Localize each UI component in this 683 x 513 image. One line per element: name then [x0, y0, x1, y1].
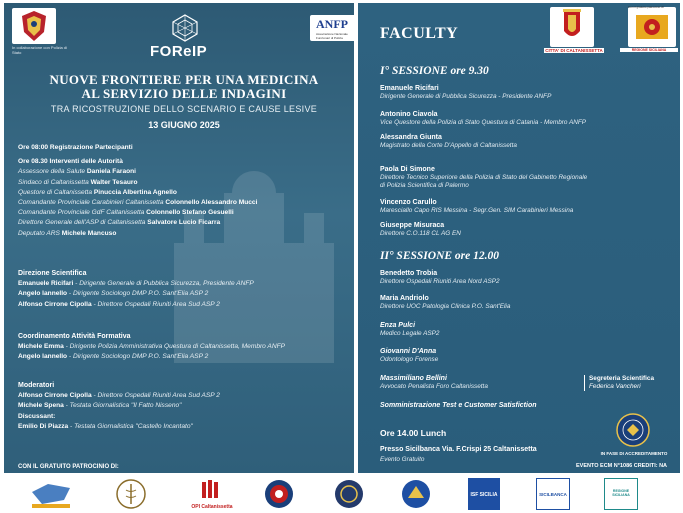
- program-line: Questore di Caltanissetta Pinuccia Albertina Agnello: [18, 188, 177, 196]
- main-title: [24, 73, 344, 101]
- section-heading: Coordinamento Attività Formativa: [18, 333, 131, 340]
- somministrazione-note: Somministrazione Test e Customer Satisfiction: [380, 402, 537, 409]
- police-caption: In collaborazione con Polizia di Stato: [12, 45, 67, 55]
- direzione-scientifica: [18, 269, 354, 310]
- faculty-item: Emanuele Ricifari Dirigente Generale di Pubblica Sicurezza - Presidente ANFP: [380, 85, 552, 100]
- program-line: Assessore della Salute Daniela Faraoni: [18, 168, 137, 176]
- lunch-place: Presso Sicilbanca Via. F.Crispi 25 Caltanissetta: [380, 446, 537, 453]
- accreditamento-label: IN FASE DI ACCREDITAMENTO: [600, 451, 668, 456]
- anfp-sub: Associazione Nazionale Funzionari di Polizia: [316, 32, 348, 40]
- title-line-2: AL SERVIZIO DELLE INDAGINI: [81, 86, 287, 101]
- moderatori: [18, 381, 354, 432]
- session-1-heading: I° SESSIONE ore 9.30: [380, 65, 489, 77]
- left-panel: [4, 3, 354, 473]
- sponsor-logo-strip: [0, 474, 683, 513]
- regione-siciliana-logo: [604, 478, 638, 510]
- anfp-name: ANFP: [316, 17, 348, 31]
- isf-sicilia-logo: [468, 478, 500, 510]
- lunch-heading: Ore 14.00 Lunch: [380, 428, 447, 438]
- region-logo: [628, 7, 676, 47]
- session-2-heading: II° SESSIONE ore 12.00: [380, 250, 499, 262]
- accreditation-seal-icon: [616, 413, 650, 447]
- right-panel: [358, 3, 680, 473]
- discussant-heading: Discussant:: [18, 412, 56, 420]
- polizia-scientifica-logo: [400, 478, 432, 510]
- program-line: Sindaco di Caltanissetta Walter Tesauro: [18, 178, 138, 186]
- sicily-map-logo: [28, 478, 74, 510]
- opi-label: OPI Caltanissetta: [191, 504, 233, 510]
- program-list: [18, 143, 354, 239]
- region-caption: REGIONE SICILIANA: [620, 48, 678, 52]
- program-line: Deputato ARS Michele Mancuso: [18, 229, 117, 237]
- list-item: Michele Emma - Dirigente Polizia Amministrativa Questura di Caltanissetta, Membro ANFP: [18, 343, 286, 351]
- opi-logo: [190, 478, 234, 510]
- title-line-1: NUOVE FRONTIERE PER UNA MEDICINA: [49, 72, 319, 87]
- lunch-note: Evento Gratuito: [380, 456, 425, 463]
- list-item: Alfonso Cirrone Cipolla - Direttore Ospedali Riuniti Area Sud ASP 2: [18, 300, 220, 308]
- faculty-item: Alessandra Giunta Magistrato della Corte D'Appello di Caltanissetta: [380, 134, 517, 149]
- faculty-item: Enza Pulci Medico Legale ASP2: [380, 322, 440, 337]
- patrocinio-label: CON IL GRATUITO PATROCINIO DI:: [18, 464, 119, 470]
- coordinamento: [18, 332, 354, 363]
- segreteria-scientifica: [584, 375, 654, 391]
- list-item: Michele Spena - Testata Giornalistica "Il Fatto Nisseno": [18, 402, 182, 410]
- faculty-item: Antonino Ciavola Vice Questore della Polizia di Stato Questura di Catania - Membro ANFP: [380, 111, 587, 126]
- isf-label: ISF SICILIA: [470, 492, 498, 498]
- segreteria-title: Segreteria Scientifica: [589, 375, 655, 382]
- faculty-item: Benedetto Trobia Direttore Ospedali Riuniti Area Nord ASP2: [380, 270, 500, 285]
- faculty-item: Maria Andriolo Direttore UOC Patologia Clinica P.O. Sant'Elia: [380, 295, 511, 310]
- police-logo: [12, 8, 56, 44]
- list-item: Angelo Iannello - Dirigente Sociologo DMP P.O. Sant'Elia ASP 2: [18, 353, 209, 361]
- region-top-caption: Con il gratuito patrocinio di: [628, 5, 664, 9]
- faculty-item: Vincenzo Carullo Maresciallo Capo RIS Messina - Segr.Gen. SIM Carabinieri Messina: [380, 199, 574, 214]
- city-crest-logo: [550, 7, 594, 47]
- carabinieri-logo: [263, 478, 295, 510]
- faculty-item: Massimiliano Bellini Avvocato Penalista Foro Caltanissetta: [380, 375, 488, 390]
- program-line: Comandante Provinciale GdF Caltanissetta Colonnello Stefano Gesuelli: [18, 209, 234, 217]
- list-item: Emilio Di Piazza - Testata Giornalistica "Castello Incantato": [18, 422, 193, 430]
- program-line: Comandante Provinciale Carabinieri Caltanissetta Colonnello Alessandro Mucci: [18, 199, 258, 207]
- faculty-item: Paola Di Simone Direttore Tecnico Superiore della Polizia di Stato del Gabinetto Regionale di Polizia Scientifica di Palermo: [380, 166, 588, 189]
- faculty-item: Giuseppe Misuraca Direttore C.O.118 CL AG EN: [380, 222, 461, 237]
- medical-caduceus-logo: [115, 478, 147, 510]
- list-item: Angelo Iannello - Dirigente Sociologo DMP P.O. Sant'Elia ASP 2: [18, 290, 209, 298]
- sicilbanca-label: SICILBANCA: [539, 492, 567, 497]
- section-heading: Direzione Scientifica: [18, 270, 87, 277]
- city-caption: CITTA' DI CALTANISSETTA: [545, 48, 603, 53]
- program-line: Ore 08:00 Registrazione Partecipanti: [18, 144, 133, 151]
- sicilbanca-logo: [536, 478, 570, 510]
- faculty-item: Giovanni D'Anna Odontologo Forense: [380, 348, 439, 363]
- list-item: Emanuele Ricifari - Dirigente Generale di Pubblica Sicurezza, Presidente ANFP: [18, 280, 254, 288]
- program-line: Ore 08.30 Interventi delle Autorità: [18, 158, 123, 166]
- program-line: Direttore Generale dell'ASP di Caltanissetta Salvatore Lucio Ficarra: [18, 219, 221, 227]
- event-date: 13 GIUGNO 2025: [148, 120, 220, 130]
- section-heading: Moderatori: [18, 382, 55, 389]
- list-item: Alfonso Cirrone Cipolla - Direttore Ospedali Riuniti Area Sud ASP 2: [18, 392, 220, 400]
- faculty-heading: FACULTY: [380, 25, 459, 42]
- regione-label: REGIONE SICILIANA: [612, 489, 630, 497]
- anfp-logo: [310, 15, 354, 41]
- ecm-label: EVENTO ECM N°1086 CREDITI: NA: [576, 463, 668, 469]
- ris-logo: [333, 478, 365, 510]
- subtitle: TRA RICOSTRUZIONE DELLO SCENARIO E CAUSE LESIVE: [50, 104, 318, 114]
- brand-title: FOReIP: [150, 43, 208, 60]
- segreteria-name: Federica Vancheri: [589, 383, 641, 390]
